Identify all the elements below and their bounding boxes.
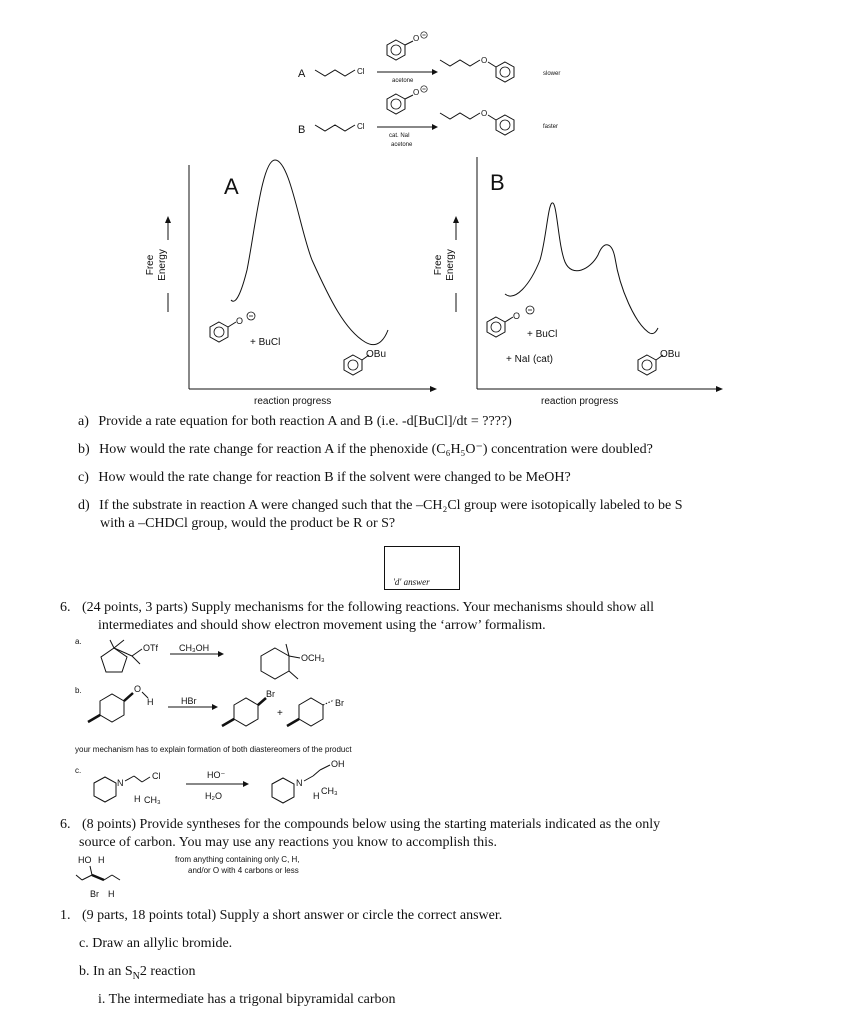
panel-a-label: A bbox=[224, 174, 239, 199]
answer-box[interactable] bbox=[384, 546, 460, 590]
svg-text:O: O bbox=[413, 88, 420, 97]
svg-text:+ NaI (cat): + NaI (cat) bbox=[506, 354, 553, 365]
energy-diagrams bbox=[0, 150, 841, 410]
svg-text:O: O bbox=[134, 684, 142, 694]
svg-text:H: H bbox=[98, 855, 105, 865]
svg-text:O: O bbox=[236, 316, 244, 326]
svg-text:from anything containing only: from anything containing only C, H, bbox=[175, 855, 300, 864]
svg-text:Br: Br bbox=[90, 889, 99, 899]
butyl-chain-a bbox=[315, 70, 355, 76]
svg-text:CH₃: CH₃ bbox=[321, 786, 338, 796]
svg-text:O: O bbox=[513, 311, 521, 321]
svg-text:H₂O: H₂O bbox=[205, 791, 222, 801]
synthesis-target bbox=[0, 850, 841, 900]
svg-text:N: N bbox=[296, 778, 303, 788]
svg-text:Cl: Cl bbox=[152, 771, 161, 781]
svg-text:H: H bbox=[134, 794, 141, 804]
svg-text:Energy: Energy bbox=[157, 249, 168, 281]
question-d-cont: with a –CHDCl group, would the product be R or S? bbox=[100, 516, 396, 531]
slower-label: slower bbox=[543, 71, 561, 77]
svg-text:OTf: OTf bbox=[143, 643, 158, 653]
problem1-b-i: i. The intermediate has a trigonal bipyramidal carbon bbox=[98, 992, 396, 1007]
svg-text:Br: Br bbox=[335, 698, 344, 708]
svg-text:reaction progress: reaction progress bbox=[254, 396, 332, 407]
question-a: a) Provide a rate equation for both reaction A and B (i.e. -d[BuCl]/dt = ????) bbox=[78, 414, 512, 429]
svg-text:Free: Free bbox=[145, 254, 156, 276]
svg-text:HO: HO bbox=[78, 855, 92, 865]
svg-text:OBu: OBu bbox=[366, 349, 387, 360]
svg-text:+ BuCl: + BuCl bbox=[527, 329, 558, 340]
mechanism-reactions bbox=[0, 630, 841, 805]
question-d: d) If the substrate in reaction A were changed such that the –CH₂Cl group were isotopically labeled to be S bbox=[78, 498, 683, 513]
question-b: b) How would the rate change for reaction A if the phenoxide (C₆H₅O⁻) concentration were doubled? bbox=[78, 442, 653, 457]
svg-text:HO⁻: HO⁻ bbox=[207, 770, 226, 780]
svg-text:N: N bbox=[117, 778, 124, 788]
svg-text:Energy: Energy bbox=[445, 249, 456, 281]
diastereomer-note: your mechanism has to explain formation of both diastereomers of the product bbox=[75, 745, 352, 754]
svg-text:OH: OH bbox=[331, 759, 345, 769]
svg-text:a.: a. bbox=[75, 637, 82, 646]
svg-text:+ BuCl: + BuCl bbox=[250, 337, 281, 348]
reaction-a-label: A bbox=[298, 68, 306, 80]
svg-text:Free: Free bbox=[433, 254, 444, 276]
question-c: c) How would the rate change for reaction B if the solvent were changed to be MeOH? bbox=[78, 470, 571, 485]
svg-text:b.: b. bbox=[75, 686, 82, 695]
svg-text:H: H bbox=[147, 697, 154, 707]
svg-text:OCH₃: OCH₃ bbox=[301, 653, 325, 663]
svg-text:HBr: HBr bbox=[181, 696, 197, 706]
problem1-header: 1. (9 parts, 18 points total) Supply a short answer or circle the correct answer. bbox=[60, 908, 503, 923]
svg-text:CH₃: CH₃ bbox=[144, 795, 161, 805]
faster-label: faster bbox=[543, 124, 559, 130]
svg-text:c.: c. bbox=[75, 766, 82, 775]
svg-text:H: H bbox=[108, 889, 115, 899]
svg-text:+: + bbox=[277, 708, 283, 719]
svg-text:and/or O with 4 carbons or les: and/or O with 4 carbons or less bbox=[188, 866, 299, 875]
svg-text:acetone: acetone bbox=[392, 78, 414, 84]
svg-text:Cl: Cl bbox=[357, 122, 365, 131]
problem1-b: b. In an $S_N2$ reaction bbox=[79, 964, 196, 982]
svg-text:Cl: Cl bbox=[357, 67, 365, 76]
panel-b-label: B bbox=[490, 170, 505, 195]
problem6b-header: 6. (8 points) Provide syntheses for the compounds below using the starting materials indicated as the only bbox=[60, 817, 661, 832]
svg-text:acetone: acetone bbox=[391, 142, 413, 148]
phenoxide-ring-a bbox=[387, 40, 405, 60]
cyclohexane-a bbox=[261, 648, 289, 679]
problem6-header: 6. (24 points, 3 parts) Supply mechanisms for the following reactions. Your mechanisms should show all bbox=[60, 600, 654, 615]
energy-curve-b bbox=[505, 203, 658, 334]
reaction-b-label: B bbox=[298, 124, 306, 136]
problem6b-header-cont: source of carbon. You may use any reactions you know to accomplish this. bbox=[79, 835, 497, 850]
svg-text:O: O bbox=[481, 109, 488, 118]
svg-text:O: O bbox=[481, 56, 488, 65]
svg-text:O: O bbox=[413, 34, 420, 43]
svg-text:CH₃OH: CH₃OH bbox=[179, 643, 210, 653]
svg-text:OBu: OBu bbox=[660, 349, 681, 360]
svg-text:reaction progress: reaction progress bbox=[541, 396, 619, 407]
svg-text:Br: Br bbox=[266, 689, 275, 699]
svg-text:H: H bbox=[313, 791, 320, 801]
problem6-header-cont: intermediates and should show electron movement using the ‘arrow’ formalism. bbox=[98, 618, 546, 633]
problem1-c: c. Draw an allylic bromide. bbox=[79, 936, 233, 951]
svg-text:cat. NaI: cat. NaI bbox=[389, 133, 410, 139]
answer-box-label: 'd' answer bbox=[393, 577, 430, 587]
top-reactions bbox=[0, 0, 841, 160]
